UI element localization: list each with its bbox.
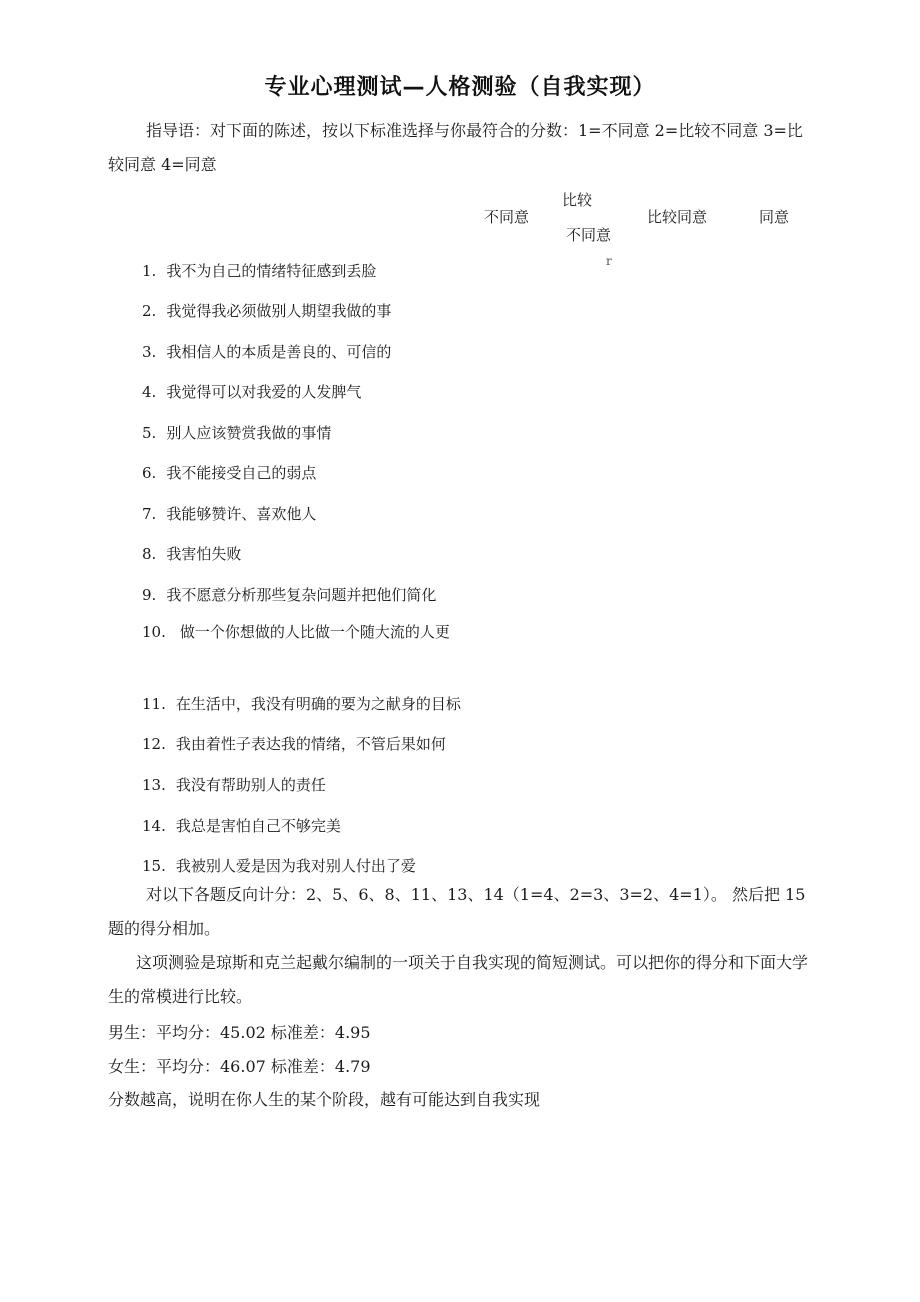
list-item: 1. 我不为自己的情绪特征感到丢脸 — [142, 262, 377, 280]
conclusion-line: 分数越高，说明在你人生的某个阶段，越有可能达到自我实现 — [108, 1090, 541, 1109]
column-header-somewhat-disagree-line1: 比较 — [562, 191, 593, 209]
list-item: 13. 我没有帮助别人的责任 — [142, 776, 326, 794]
list-item: 10. 做一个你想做的人比做一个随大流的人更 — [142, 623, 450, 641]
page-title: 专业心理测试—人格测验（自我实现） — [264, 75, 656, 100]
column-header-somewhat-disagree-line2: 不同意 — [566, 226, 612, 244]
column-header-agree: 同意 — [759, 208, 790, 226]
list-item: 15. 我被别人爱是因为我对别人付出了爱 — [142, 857, 416, 875]
column-header-somewhat-agree: 比较同意 — [647, 208, 708, 226]
stray-mark: r — [606, 254, 612, 268]
list-item: 3. 我相信人的本质是善良的、可信的 — [142, 343, 392, 361]
list-item: 5. 别人应该赞赏我做的事情 — [142, 424, 332, 442]
list-item: 9. 我不愿意分析那些复杂问题并把他们简化 — [142, 586, 437, 604]
list-item: 4. 我觉得可以对我爱的人发脾气 — [142, 383, 362, 401]
list-item: 11. 在生活中，我没有明确的要为之献身的目标 — [142, 695, 461, 713]
male-norm-line: 男生：平均分：45.02 标准差：4.95 — [108, 1023, 371, 1042]
scoring-paragraph: 对以下各题反向计分：2、5、6、8、11、13、14（1=4、2=3、3=2、4=1）。 然后把 15 题的得分相加。 — [108, 885, 806, 938]
list-item: 14. 我总是害怕自己不够完美 — [142, 817, 341, 835]
column-header-disagree: 不同意 — [484, 208, 530, 226]
list-item: 2. 我觉得我必须做别人期望我做的事 — [142, 302, 392, 320]
list-item: 12. 我由着性子表达我的情绪，不管后果如何 — [142, 735, 446, 753]
female-norm-line: 女生：平均分：46.07 标准差：4.79 — [108, 1057, 371, 1076]
instructions-paragraph: 指导语：对下面的陈述，按以下标准选择与你最符合的分数：1=不同意 2=比较不同意 3=比较同意 4=同意 — [108, 121, 803, 174]
list-item: 8. 我害怕失败 — [142, 545, 242, 563]
norms-intro-paragraph: 这项测验是琼斯和克兰起戴尔编制的一项关于自我实现的简短测试。可以把你的得分和下面大学生的常模进行比较。 — [108, 953, 809, 1006]
list-item: 7. 我能够赞许、喜欢他人 — [142, 505, 317, 523]
list-item: 6. 我不能接受自己的弱点 — [142, 464, 317, 482]
